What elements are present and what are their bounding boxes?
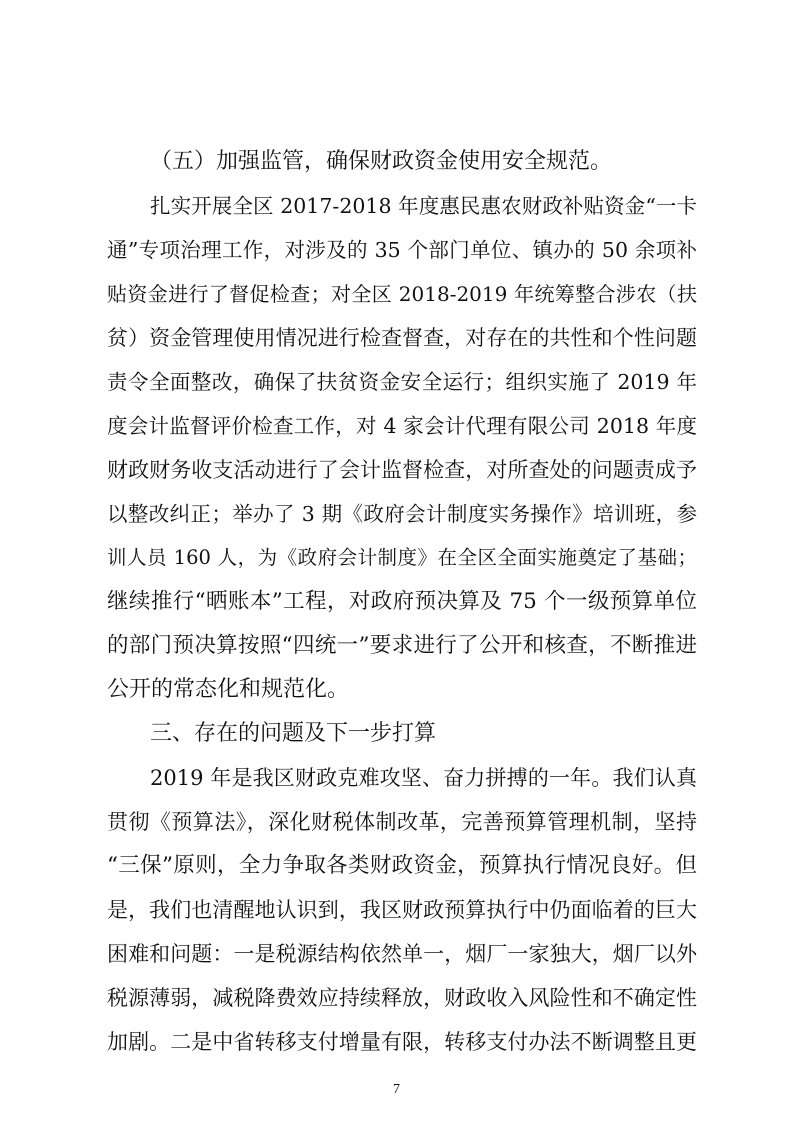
paragraph-line: 通”专项治理工作，对涉及的 35 个部门单位、镇办的 50 余项补 bbox=[107, 238, 697, 262]
paragraph-line: “三保”原则，全力争取各类财政资金，预算执行情况良好。但 bbox=[107, 853, 697, 878]
paragraph-line: 加剧。二是中省转移支付增量有限，转移支付办法不断调整且更 bbox=[107, 1030, 697, 1054]
paragraph-line: 公开的常态化和规范化。 bbox=[107, 677, 350, 702]
paragraph-line: 训人员 160 人，为《政府会计制度》在全区全面实施奠定了基础； bbox=[107, 546, 697, 569]
paragraph-line: 贫）资金管理使用情况进行检查督查，对存在的共性和个性问题 bbox=[107, 326, 697, 350]
paragraph-line: 度会计监督评价检查工作，对 4 家会计代理有限公司 2018 年度 bbox=[107, 414, 697, 438]
paragraph-line: 以整改纠正；举办了 3 期《政府会计制度实务操作》培训班，参 bbox=[107, 502, 697, 526]
section-heading-five: （五）加强监管，确保财政资金使用安全规范。 bbox=[150, 149, 613, 174]
page-number: 7 bbox=[393, 1082, 400, 1097]
paragraph-line: 是，我们也清醒地认识到，我区财政预算执行中仍面临着的巨大 bbox=[107, 898, 697, 922]
paragraph-line: 责令全面整改，确保了扶贫资金安全运行；组织实施了 2019 年 bbox=[107, 370, 697, 394]
paragraph-line: 贯彻《预算法》，深化财税体制改革，完善预算管理机制，坚持 bbox=[107, 810, 697, 834]
paragraph-line: 2019 年是我区财政克难攻坚、奋力拼搏的一年。我们认真 bbox=[150, 766, 697, 790]
paragraph-line: 扎实开展全区 2017-2018 年度惠民惠农财政补贴资金“一卡 bbox=[150, 194, 697, 218]
paragraph-line: 困难和问题：一是税源结构依然单一，烟厂一家独大，烟厂以外 bbox=[107, 942, 697, 966]
paragraph-line: 的部门预决算按照“四统一”要求进行了公开和核查，不断推进 bbox=[107, 633, 697, 658]
paragraph-line: 税源薄弱，减税降费效应持续释放，财政收入风险性和不确定性 bbox=[107, 986, 697, 1010]
paragraph-line: 继续推行“晒账本”工程，对政府预决算及 75 个一级预算单位 bbox=[107, 589, 697, 614]
paragraph-line: 贴资金进行了督促检查；对全区 2018-2019 年统筹整合涉农（扶 bbox=[107, 282, 697, 306]
paragraph-line: 财政财务收支活动进行了会计监督检查，对所查处的问题责成予 bbox=[107, 458, 697, 482]
section-heading-three: 三、存在的问题及下一步打算 bbox=[150, 721, 437, 746]
